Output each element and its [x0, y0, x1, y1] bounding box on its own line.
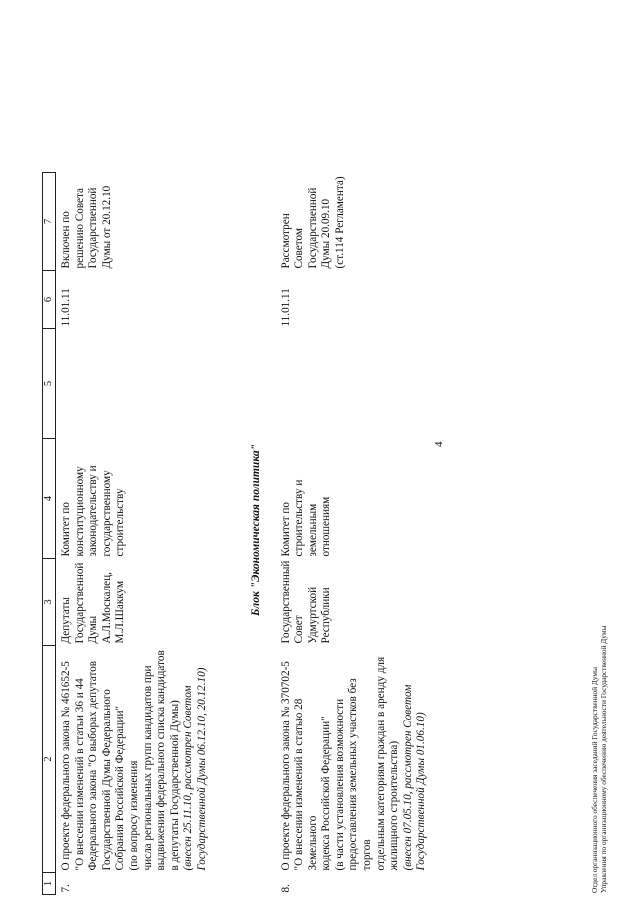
bill-title-line: Федерального закона "О выборах депутатов [87, 660, 100, 871]
committee-cell [56, 439, 254, 559]
committee-line: законодательству и [87, 465, 100, 557]
author-line: Депутаты [60, 597, 72, 644]
committee-line: строительству и [293, 479, 306, 557]
bill-title-line: О проекте федерального закона № 370702-5 [279, 661, 292, 871]
status-line: решению Совета [73, 188, 86, 269]
bill-title-line: предоставления земельных участков без торгов [347, 678, 374, 871]
author-cell [276, 559, 430, 646]
column-header: 1 [43, 873, 56, 895]
committee-cell [276, 439, 430, 559]
committee-line: конституционному [73, 466, 86, 557]
committee-line: Комитет по [60, 502, 72, 557]
committee-line: Комитет по [279, 502, 292, 557]
author-line: Думы [87, 615, 100, 644]
author-cell [56, 559, 254, 646]
status-line: (ст.114 Регламента) [333, 176, 346, 269]
column-5-cell [56, 329, 254, 439]
bill-title-cell [56, 646, 254, 873]
bill-title-line: Государственной Думы Федерального [100, 689, 113, 871]
page-number: 4 [433, 441, 445, 447]
column-header: 6 [43, 271, 56, 329]
bill-title-line: числа региональных групп кандидатов при [141, 665, 154, 871]
column-header: 4 [43, 439, 56, 559]
footer [590, 626, 608, 893]
author-line: Государственный [279, 560, 292, 644]
bill-note-line: Государственной Думы 01.06.10) [415, 712, 428, 871]
column-header: 3 [43, 559, 56, 646]
bill-note-line: Государственной Думы 06.12.10, 20.12.10) [195, 667, 208, 871]
row-number: 8. [279, 884, 292, 893]
bill-title-line: "О внесении изменений в статью 28 Земельного [293, 698, 319, 871]
committee-line: отношениям [320, 496, 333, 557]
committee-line: государственному [100, 470, 113, 557]
status-line: Государственной [306, 187, 319, 269]
status-line: Думы 20.09.10 [320, 198, 333, 269]
date-cell: 11.01.11 [60, 288, 72, 327]
status-cell [276, 173, 430, 271]
bill-title-line: жилищного строительства) [388, 740, 401, 871]
table-row [276, 173, 430, 895]
footer-line: Отдел организационного обеспечения заседаний Государственной Думы [590, 667, 599, 893]
author-line: М.Л.Шаккум [114, 580, 127, 644]
footer-line: Управления по организационному обеспечению деятельности Государственной Думы [599, 625, 608, 893]
column-5-cell [276, 329, 430, 439]
bills-table [42, 172, 429, 895]
table-header-row [43, 173, 56, 895]
author-line: Государственной [73, 562, 86, 644]
author-line: Совет Удмуртской [293, 586, 319, 644]
status-line: Включен по [60, 211, 72, 269]
committee-line: строительству [114, 488, 127, 557]
bill-title-line: кодекса Российской Федерации" [320, 716, 333, 871]
row-number: 7. [60, 884, 72, 893]
bill-title-line: выдвижении федерального списка кандидатов [155, 650, 168, 871]
column-header: 5 [43, 329, 56, 439]
status-line: Рассмотрен Советом [279, 213, 306, 269]
bill-title-line: О проекте федерального закона № 461652-5 [60, 661, 72, 871]
author-line: Республики [320, 587, 333, 644]
bill-note-line: (внесен 25.11.10, рассмотрен Советом [182, 685, 195, 871]
status-line: Думы от 20.12.10 [100, 185, 113, 269]
bill-title-line: Собрания Российской Федерации" [114, 705, 127, 871]
bill-title-line: "О внесении изменений в статьи 36 и 44 [73, 678, 86, 871]
column-header: 7 [43, 173, 56, 271]
table-row [56, 173, 254, 895]
bill-title-line: (в части установления возможности [333, 698, 346, 871]
bill-note-line: (внесен 07.05.10, рассмотрен Советом [401, 684, 414, 871]
status-cell [56, 173, 254, 271]
bill-title-line: отдельным категориям граждан в аренду для [374, 656, 387, 871]
status-line: Государственной [87, 187, 100, 269]
block-title: Блок "Экономическая политика" [250, 443, 262, 616]
date-cell: 11.01.11 [279, 288, 292, 327]
bill-title-line: (по вопросу изменения [127, 760, 140, 871]
committee-line: земельным [306, 503, 319, 557]
author-line: А.Л.Москалец, [100, 572, 113, 644]
column-header: 2 [43, 646, 56, 873]
bill-title-cell [276, 646, 430, 873]
bill-title-line: в депутаты Государственной Думы) [168, 700, 181, 871]
